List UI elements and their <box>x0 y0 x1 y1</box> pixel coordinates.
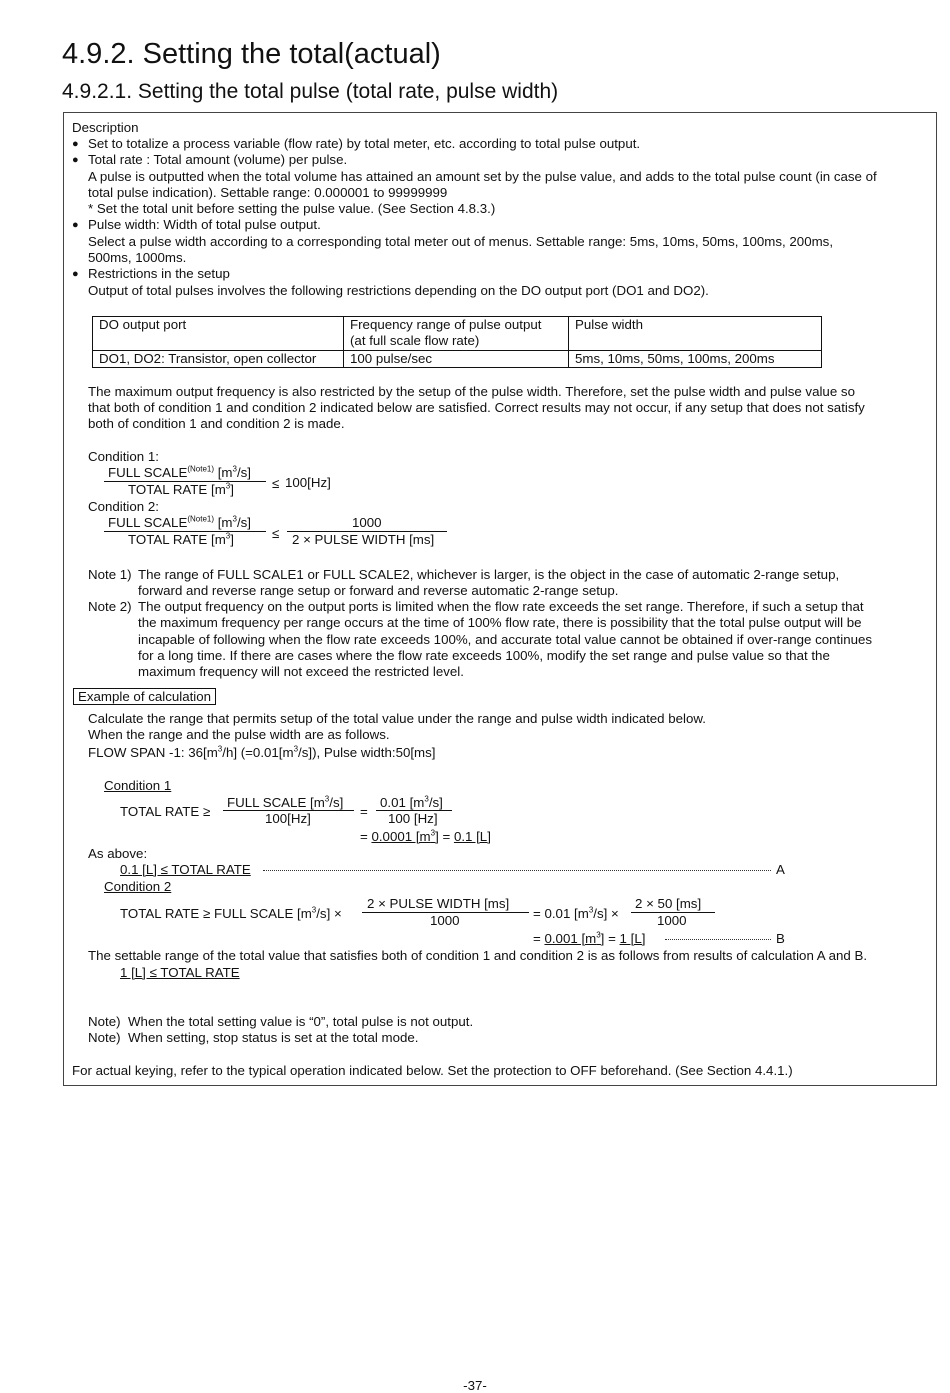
condition-2-label: Condition 2: <box>88 499 159 514</box>
bullet-dot-icon: ● <box>72 219 79 231</box>
settable-range-text: The settable range of the total value that satisfies both of condition 1 and condition 2 is as follows from results of calculation A and B. <box>88 948 868 963</box>
section-title: 4.9.2. Setting the total(actual) <box>62 38 441 70</box>
marker-b: B <box>776 931 785 946</box>
restriction-text: The maximum output frequency is also restricted by the setup of the pulse width. Therefore, set the pulse width and pulse value so <box>88 384 855 399</box>
desc-text: total pulse indication). Settable range: 0.000001 to 99999999 <box>88 185 448 200</box>
note-1-prefix: Note 1) <box>88 567 132 582</box>
note-1-text: forward and reverse range setup or forward and reverse automatic 2-range setup. <box>138 583 619 598</box>
table-header-cell: DO output port <box>93 317 344 351</box>
table-header-text: (at full scale flow rate) <box>350 333 480 349</box>
description-label: Description <box>72 120 139 135</box>
example-2-denominator: 1000 <box>430 913 460 928</box>
note-stop-status: When setting, stop status is set at the total mode. <box>128 1030 419 1045</box>
desc-bullet-1: Set to totalize a process variable (flow rate) by total meter, etc. according to total pulse output. <box>88 136 641 151</box>
example-1-result: = 0.0001 $[m^3] = 0.1$ [L] <box>360 828 491 844</box>
total-rate-ge: TOTAL RATE ≥ <box>120 804 211 819</box>
bullet-dot-icon: ● <box>72 268 79 280</box>
note-prefix: Note) <box>88 1014 121 1029</box>
leader-dots <box>263 870 771 871</box>
leader-dots <box>665 939 771 940</box>
desc-text: Select a pulse width according to a corresponding total meter out of menus. Settable range: 5ms, 10ms, 50ms, 100ms, 200ms, <box>88 234 834 249</box>
example-text: When the range and the pulse width are as follows. <box>88 727 390 742</box>
equals-sign: = <box>360 804 368 819</box>
example-condition-1-label: Condition 1 <box>104 778 172 793</box>
desc-bullet-3: Pulse width: Width of total pulse output. <box>88 217 321 232</box>
table-cell: 100 pulse/sec <box>344 350 569 367</box>
total-rate-ge-full-scale: TOTAL RATE ≥ FULL SCALE $[m^3/s]$ × <box>120 905 342 921</box>
condition-2-rhs-numerator: 1000 <box>352 515 382 530</box>
table-row <box>93 317 822 351</box>
table-row <box>93 350 822 367</box>
final-inequality: 1 [L] ≤ TOTAL RATE <box>120 965 240 980</box>
condition-2-denominator: TOTAL RATE $[m^3]$ <box>128 531 234 547</box>
example-2-middle: = 0.01 $[m^3/s]$ × <box>533 905 619 921</box>
example-1-denominator: 100[Hz] <box>265 811 311 826</box>
keying-text: For actual keying, refer to the typical operation indicated below. Set the protection to OFF beforehand. (See Section 4.4.1.) <box>72 1063 793 1078</box>
page-number: -37- <box>463 1378 487 1393</box>
example-label: Example of calculation <box>73 688 216 705</box>
condition-1-limit: 100[Hz] <box>285 475 331 490</box>
table-header-text: Frequency range of pulse output <box>350 317 542 332</box>
note-1-text: The range of FULL SCALE1 or FULL SCALE2, whichever is larger, is the object in the case of automatic 2-range setup, <box>138 567 840 582</box>
condition-1-label: Condition 1: <box>88 449 159 464</box>
less-equal-sign: ≤ <box>272 526 280 541</box>
less-equal-sign: ≤ <box>272 476 280 491</box>
subsection-title: 4.9.2.1. Setting the total pulse (total rate, pulse width) <box>62 80 559 103</box>
desc-text: 500ms, 1000ms. <box>88 250 187 265</box>
example-2-numerator: 2 × PULSE WIDTH [ms] <box>367 896 510 911</box>
inequality-a: 0.1 [L] ≤ TOTAL RATE <box>120 862 251 877</box>
example-condition-2-label: Condition 2 <box>104 879 172 894</box>
as-above-label: As above: <box>88 846 148 861</box>
example-1-value-denominator: 100 [Hz] <box>388 811 438 826</box>
condition-1-numerator: FULL $SCALE^{(Note1)}$ $[m^3/s]$ <box>108 464 251 480</box>
condition-1-denominator: TOTAL RATE $[m^3]$ <box>128 481 234 497</box>
condition-2-rhs-denominator: 2 × PULSE WIDTH [ms] <box>292 532 435 547</box>
note-2-prefix: Note 2) <box>88 599 132 614</box>
table-cell: DO1, DO2: Transistor, open collector <box>93 350 344 367</box>
desc-bullet-4: Restrictions in the setup <box>88 266 230 281</box>
condition-2-numerator: FULL $SCALE^{(Note1)}$ $[m^3/s]$ <box>108 514 251 530</box>
restriction-text: both of condition 1 and condition 2 is made. <box>88 416 345 431</box>
desc-bullet-2: Total rate : Total amount (volume) per pulse. <box>88 152 348 167</box>
bullet-dot-icon: ● <box>72 154 79 166</box>
table-header-cell <box>344 317 569 351</box>
note-2-text: incapable of following when the flow rate exceeds 100%, and accurate total value cannot be obtained if over-range continues <box>138 632 873 647</box>
desc-text: A pulse is outputted when the total volume has attained an amount set by the pulse value, and adds to the total pulse count (in case of <box>88 169 877 184</box>
marker-a: A <box>776 862 785 877</box>
table-cell: 5ms, 10ms, 50ms, 100ms, 200ms <box>569 350 822 367</box>
note-2-text: for a long time. If there are cases where the flow rate exceeds 100%, modify the set range and pulse value so that the <box>138 648 830 663</box>
do-output-table <box>92 316 822 368</box>
note-prefix: Note) <box>88 1030 121 1045</box>
note-zero-total: When the total setting value is “0”, total pulse is not output. <box>128 1014 474 1029</box>
example-2-value-numerator: 2 × 50 [ms] <box>635 896 702 911</box>
note-2-text: maximum frequency will not exceed the restricted level. <box>138 664 464 679</box>
desc-text: Output of total pulses involves the following restrictions depending on the DO output port (DO1 and DO2). <box>88 283 709 298</box>
bullet-dot-icon: ● <box>72 138 79 150</box>
flow-span-text: FLOW SPAN -1: $36[m^3/h]$ $(=0.01[m^3/s])$, Pulse width:50[ms] <box>88 744 436 760</box>
example-2-value-denominator: 1000 <box>657 913 687 928</box>
table-header-cell: Pulse width <box>569 317 822 351</box>
note-2-text: The output frequency on the output ports is limited when the flow rate exceeds the set range. Therefore, if such a setup that <box>138 599 864 614</box>
example-text: Calculate the range that permits setup of the total value under the range and pulse width indicated below. <box>88 711 706 726</box>
desc-text: * Set the total unit before setting the pulse value. (See Section 4.8.3.) <box>88 201 496 216</box>
example-1-value-numerator: 0.01 $[m^3/s]$ <box>380 794 443 810</box>
example-2-result: = 0.001 $[m^3] = 1$ [L] <box>533 930 646 946</box>
restriction-text: that both of condition 1 and condition 2 indicated below are satisfied. Correct results may not occur, if any setup that does not satisfy <box>88 400 865 415</box>
note-2-text: the maximum frequency per range occurs at the time of 100% flow rate, there is possibility that the total pulse output will be <box>138 615 862 630</box>
example-1-numerator: FULL SCALE $[m^3/s]$ <box>227 794 344 810</box>
